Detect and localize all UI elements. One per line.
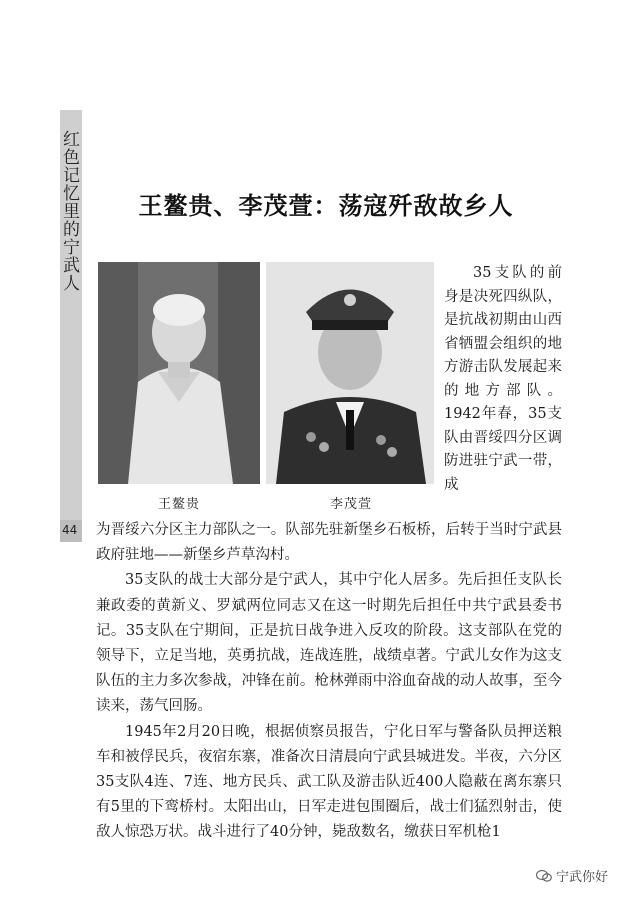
portrait-illustration <box>266 262 434 484</box>
photo-caption: 李茂萱 <box>330 497 373 512</box>
paragraph: 35支队的战士大部分是宁武人，其中宁化人居多。先后担任支队长兼政委的黄新义、罗斌两位同志又在这一时期先后担任中共宁武县委书记。35支队在宁期间，正是抗日战争进入反攻的阶段。这支部队在党的领导下，立足当地，英勇抗战，连战连胜，战绩卓著。宁武儿女作为这支队伍的主力多次参战，冲锋在前。枪林弹雨中浴血奋战的动人故事，至今读来，荡气回肠。 <box>96 572 562 715</box>
paragraph: 1945年2月20日晚，根据侦察员报告，宁化日军与警备队员押送粮车和被俘民兵，夜宿东寨，准备次日清晨向宁武县城进发。半夜，六分区35支队4连、7连、地方民兵、武工队及游击队近400人隐蔽在离东寨只有5里的下鸾桥村。太阳出山，日军走进包围圈后，战士们猛烈射击，使敌人惊恐万状。战斗进行了40分钟，毙敌数名，缴获日军机枪1 <box>96 723 562 841</box>
portrait-photo-li <box>266 262 434 484</box>
page-number: 44 <box>62 523 78 537</box>
chat-bubble-icon <box>536 869 552 883</box>
portrait-photo-wang <box>98 262 260 484</box>
watermark-text: 宁武你好 <box>556 870 609 885</box>
portrait-illustration <box>98 262 260 484</box>
paragraph: 为晋绥六分区主力部队之一。队部先驻新堡乡石板桥，后转于当时宁武县政府驻地——新堡乡芦草沟村。 <box>96 522 562 564</box>
article-title: 王鳌贵、李茂萱：荡寇歼敌故乡人 <box>138 192 514 220</box>
body-text <box>96 518 562 846</box>
photo-caption: 王鳌贵 <box>158 497 201 512</box>
watermark <box>536 866 608 885</box>
book-title: 红色记忆里的宁武人 <box>59 130 79 292</box>
side-column-text <box>444 262 562 497</box>
side-paragraph: 35支队的前身是决死四纵队，是抗战初期由山西省牺盟会组织的地方游击队发展起来的地方部队。1942年春，35支队由晋绥四分区调防进驻宁武一带，成 <box>444 265 562 493</box>
